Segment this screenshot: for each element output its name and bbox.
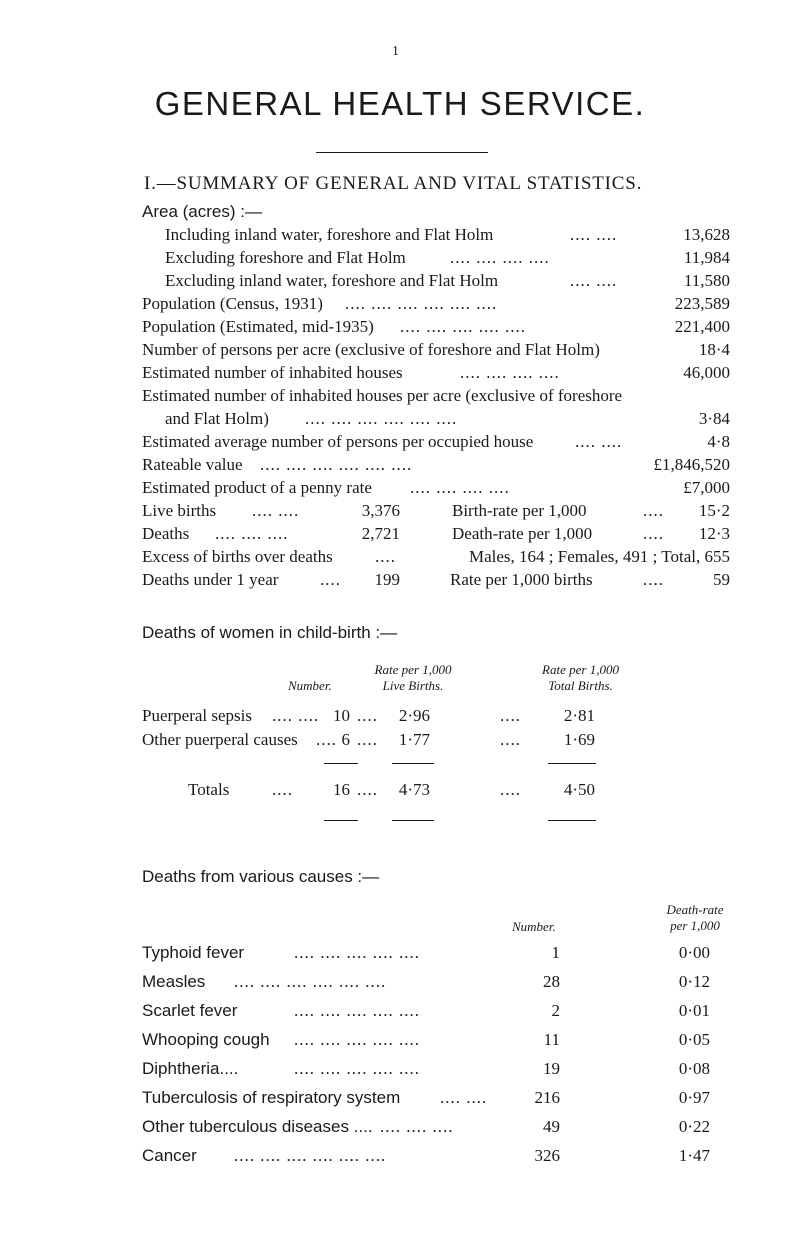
cause-row-dots: .... .... .... .... .... .... bbox=[234, 972, 387, 991]
childbirth-sep-dots: .... bbox=[500, 706, 521, 725]
infant-deaths-label: Deaths under 1 year bbox=[142, 570, 279, 589]
cause-row-rate: 0·01 bbox=[678, 1001, 710, 1020]
cause-row-number: 326 bbox=[534, 1146, 560, 1165]
death-rate-label: Death-rate per 1,000 bbox=[452, 524, 593, 543]
totals-rule bbox=[392, 763, 434, 764]
childbirth-row-live: 2·96 bbox=[398, 706, 430, 725]
summary-row-dots: .... .... .... .... bbox=[460, 363, 560, 382]
persons-per-house-value: 4·8 bbox=[707, 432, 730, 451]
area-row-label: Excluding foreshore and Flat Holm bbox=[165, 248, 406, 267]
cause-row-rate: 0·97 bbox=[678, 1088, 710, 1107]
childbirth-row-total: 2·81 bbox=[563, 706, 595, 725]
summary-row-value: 223,589 bbox=[674, 294, 730, 313]
childbirth-row-number: 6 bbox=[341, 730, 350, 749]
birth-rate-dots: .... bbox=[643, 501, 664, 520]
totals-total: 4·50 bbox=[563, 780, 595, 799]
cause-row-dots: .... .... .... .... .... bbox=[294, 1001, 420, 1020]
col-number-header: Number. bbox=[512, 919, 556, 934]
live-births-label: Live births bbox=[142, 501, 217, 520]
childbirth-row-dots: .... .... bbox=[272, 706, 320, 725]
totals-rule bbox=[324, 820, 358, 821]
cause-row-dots: .... .... .... bbox=[380, 1117, 454, 1136]
cause-row-rate: 0·08 bbox=[678, 1059, 710, 1078]
col-header bbox=[358, 662, 468, 694]
persons-per-house-dots: .... .... bbox=[575, 432, 623, 451]
col-rate-line1: Death-rate bbox=[666, 902, 724, 917]
cause-row-dots: .... .... .... .... .... .... bbox=[234, 1146, 387, 1165]
col-total-line1: Rate per 1,000 bbox=[542, 662, 619, 677]
area-row-dots: .... .... bbox=[570, 271, 618, 290]
childbirth-sep-dots: .... bbox=[357, 730, 378, 749]
penny-rate-dots: .... .... .... .... bbox=[410, 478, 510, 497]
cause-row-rate: 0·00 bbox=[678, 943, 710, 962]
area-row-label: Excluding inland water, foreshore and Flat Holm bbox=[165, 271, 499, 290]
childbirth-row-label: Puerperal sepsis bbox=[142, 706, 253, 725]
childbirth-row-total: 1·69 bbox=[563, 730, 595, 749]
summary-row-value: 46,000 bbox=[683, 363, 730, 382]
excess-text: Males, 164 ; Females, 491 ; Total, 655 bbox=[468, 547, 730, 566]
houses-per-acre-line2: and Flat Holm) bbox=[165, 409, 269, 428]
cause-row-number: 28 bbox=[543, 972, 560, 991]
col-total-line2: Total Births. bbox=[548, 678, 613, 693]
houses-per-acre-value: 3·84 bbox=[698, 409, 730, 428]
summary-row-value: 221,400 bbox=[674, 317, 730, 336]
cause-row-label: Whooping cough bbox=[142, 1030, 270, 1049]
cause-row-label: Cancer bbox=[142, 1146, 197, 1165]
summary-row-label: Estimated number of inhabited houses bbox=[142, 363, 403, 382]
cause-row-label: Other tuberculous diseases .... bbox=[142, 1117, 373, 1136]
col-rate-line2: per 1,000 bbox=[670, 918, 720, 933]
col-live-line1: Rate per 1,000 bbox=[374, 662, 452, 677]
cause-row-label: Typhoid fever bbox=[142, 943, 245, 962]
totals-label: Totals bbox=[188, 780, 230, 799]
death-rate-dots: .... bbox=[643, 524, 664, 543]
col-live-line2: Live Births. bbox=[382, 678, 444, 693]
section-heading: I.—SUMMARY OF GENERAL AND VITAL STATISTICS. bbox=[144, 173, 643, 194]
cause-row-dots: .... .... .... .... .... bbox=[294, 943, 420, 962]
cause-row-number: 216 bbox=[534, 1088, 560, 1107]
infant-rate-dots: .... bbox=[643, 570, 664, 589]
col-header bbox=[518, 662, 643, 694]
summary-row-label: Number of persons per acre (exclusive of foreshore and Flat Holm) bbox=[142, 340, 600, 359]
title-divider bbox=[316, 152, 488, 153]
childbirth-sep-dots: .... bbox=[357, 706, 378, 725]
childbirth-row-live: 1·77 bbox=[398, 730, 430, 749]
excess-label: Excess of births over deaths bbox=[142, 547, 333, 566]
cause-row-number: 49 bbox=[543, 1117, 560, 1136]
totals-live: 4·73 bbox=[398, 780, 430, 799]
cause-row-dots: .... .... bbox=[440, 1088, 488, 1107]
cause-row-label: Tuberculosis of respiratory system bbox=[142, 1088, 401, 1107]
summary-row-value: 18·4 bbox=[698, 340, 730, 359]
persons-per-house-label: Estimated average number of persons per occupied house bbox=[142, 432, 534, 451]
col-header bbox=[640, 902, 750, 934]
houses-per-acre-line1: Estimated number of inhabited houses per acre (exclusive of foreshore bbox=[142, 386, 623, 405]
childbirth-heading: Deaths of women in child-birth :— bbox=[142, 623, 398, 642]
penny-rate-label: Estimated product of a penny rate bbox=[142, 478, 372, 497]
houses-per-acre-dots: .... .... .... .... .... .... bbox=[305, 409, 458, 428]
page-title: GENERAL HEALTH SERVICE. bbox=[154, 85, 646, 122]
excess-dots: .... bbox=[375, 547, 396, 566]
cause-row-rate: 0·22 bbox=[678, 1117, 710, 1136]
childbirth-row-number: 10 bbox=[333, 706, 350, 725]
cause-row-label: Scarlet fever bbox=[142, 1001, 238, 1020]
totals-rule bbox=[324, 763, 358, 764]
childbirth-row-label: Other puerperal causes bbox=[142, 730, 298, 749]
col-number-header: Number. bbox=[288, 678, 332, 693]
deaths-value: 2,721 bbox=[361, 524, 400, 543]
rateable-value-value: £1,846,520 bbox=[653, 455, 730, 474]
infant-rate-label: Rate per 1,000 births bbox=[450, 570, 593, 589]
causes-heading: Deaths from various causes :— bbox=[142, 867, 380, 886]
page-number: 1 bbox=[392, 44, 399, 59]
live-births-value: 3,376 bbox=[361, 501, 400, 520]
summary-row-dots: .... .... .... .... .... .... bbox=[345, 294, 498, 313]
totals-rule bbox=[548, 820, 596, 821]
childbirth-row-dots: .... bbox=[316, 730, 337, 749]
cause-row-number: 2 bbox=[551, 1001, 560, 1020]
totals-rule bbox=[392, 820, 434, 821]
live-births-dots: .... .... bbox=[252, 501, 300, 520]
totals-rule bbox=[548, 763, 596, 764]
area-label: Area (acres) :— bbox=[142, 202, 262, 221]
birth-rate-value: 15·2 bbox=[698, 501, 730, 520]
rateable-value-dots: .... .... .... .... .... .... bbox=[260, 455, 413, 474]
totals-dots: .... bbox=[272, 780, 293, 799]
summary-row-dots: .... .... .... .... .... bbox=[400, 317, 526, 336]
cause-row-dots: .... .... .... .... .... bbox=[294, 1059, 420, 1078]
cause-row-dots: .... .... .... .... .... bbox=[294, 1030, 420, 1049]
area-row-dots: .... .... .... .... bbox=[450, 248, 550, 267]
area-row-value: 13,628 bbox=[683, 225, 730, 244]
area-row-value: 11,580 bbox=[683, 271, 730, 290]
cause-row-rate: 1·47 bbox=[678, 1146, 710, 1165]
summary-row-label: Population (Census, 1931) bbox=[142, 294, 323, 313]
infant-rate-value: 59 bbox=[713, 570, 730, 589]
area-row-label: Including inland water, foreshore and Flat Holm bbox=[165, 225, 494, 244]
area-row-dots: .... .... bbox=[570, 225, 618, 244]
deaths-dots: .... .... .... bbox=[215, 524, 289, 543]
totals-number: 16 bbox=[333, 780, 350, 799]
cause-row-number: 19 bbox=[543, 1059, 560, 1078]
cause-row-number: 1 bbox=[551, 943, 560, 962]
cause-row-number: 11 bbox=[543, 1030, 560, 1049]
area-row-value: 11,984 bbox=[683, 248, 730, 267]
penny-rate-value: £7,000 bbox=[683, 478, 730, 497]
childbirth-sep-dots: .... bbox=[500, 780, 521, 799]
childbirth-sep-dots: .... bbox=[500, 730, 521, 749]
summary-row-label: Population (Estimated, mid-1935) bbox=[142, 317, 374, 336]
childbirth-sep-dots: .... bbox=[357, 780, 378, 799]
cause-row-rate: 0·05 bbox=[678, 1030, 710, 1049]
infant-deaths-dots: .... bbox=[320, 570, 341, 589]
cause-row-label: Diphtheria.... bbox=[142, 1059, 239, 1078]
deaths-label: Deaths bbox=[142, 524, 190, 543]
birth-rate-label: Birth-rate per 1,000 bbox=[452, 501, 587, 520]
rateable-value-label: Rateable value bbox=[142, 455, 243, 474]
infant-deaths-value: 199 bbox=[374, 570, 400, 589]
death-rate-value: 12·3 bbox=[698, 524, 730, 543]
cause-row-rate: 0·12 bbox=[678, 972, 710, 991]
cause-row-label: Measles bbox=[142, 972, 206, 991]
